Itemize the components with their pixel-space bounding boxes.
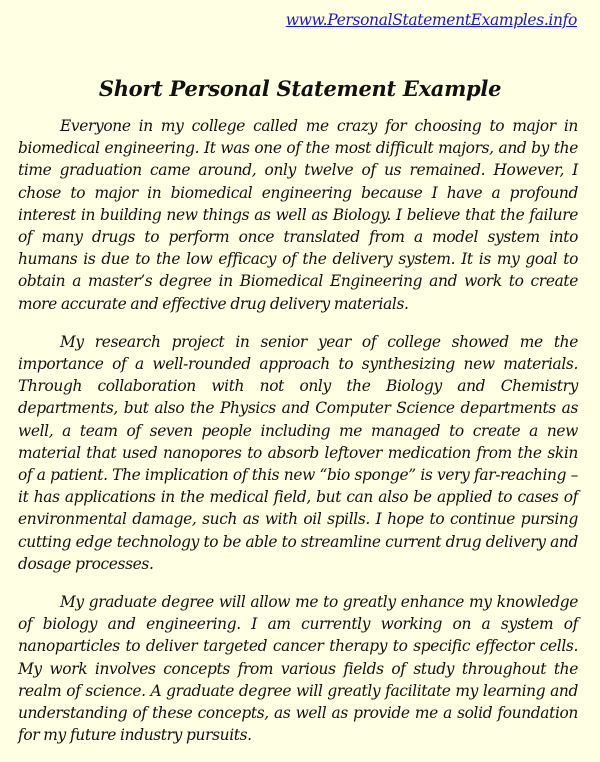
site-link[interactable]: www.PersonalStatementExamples.info xyxy=(285,11,577,29)
document-title: Short Personal Statement Example xyxy=(98,76,502,101)
document-body xyxy=(18,115,578,762)
paragraph-1: Everyone in my college called me crazy for choosing to major in biomedical engineering. It was one of the most difficult majors, and by the time graduation came around, only twelve of us remained. However, I chose to major in biomedical engineering because I have a profound interest in building new things as well as Biology. I believe that the failure of many drugs to perform once translated from a model system into humans is due to the low efficacy of the delivery system. It is my goal to obtain a master’s degree in Biomedical Engineering and work to create more accurate and effective drug delivery materials. xyxy=(18,117,578,313)
paragraph-3: My graduate degree will allow me to greatly enhance my knowledge of biology and engineering. I am currently working on a system of nanoparticles to deliver targeted cancer therapy to specific effector cells. My work involves concepts from various fields of study throughout the realm of science. A graduate degree will greatly facilitate my learning and understanding of these concepts, as well as provide me a solid foundation for my future industry pursuits. xyxy=(18,593,578,745)
paragraph-2: My research project in senior year of college showed me the importance of a well-rounded approach to synthesizing new materials. Through collaboration with not only the Biology and Chemistry departments, but also the Physics and Computer Science departments as well, a team of seven people including me managed to create a new material that used nanopores to absorb leftover medication from the skin of a patient. The implication of this new “bio sponge” is very far-reaching – it has applications in the medical field, but can also be applied to cases of environmental damage, such as with oil spills. I hope to continue pursing cutting edge technology to be able to streamline current drug delivery and dosage processes. xyxy=(18,332,578,573)
